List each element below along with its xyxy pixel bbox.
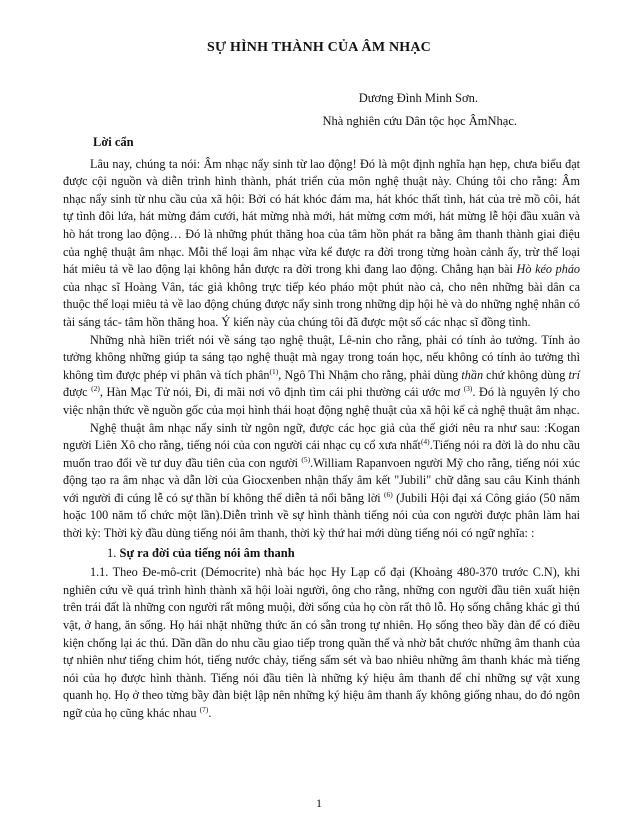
author-role: Nhà nghiên cứu Dân tộc học ÂmNhạc. [322,114,517,128]
footnote-ref-7: (7) [199,705,209,714]
p3-text-d: (Jubili Hội đại xá Công giáo (50 năm hoặc 100 năm tổ chức một lần).Diễn trình về sự hình thành tiếng nói của con người được phân làm hai thời kỳ: Thời kỳ đầu dùng tiếng nói âm thanh, thời kỳ thứ hai mới dùng tiếng nói có ngữ nghĩa: : [63,490,580,541]
paragraph-3 [63,420,580,543]
p3-text-a: Nghệ thuật âm nhạc nẩy sinh từ ngôn ngữ, được các học giả của thế giới nêu ra như sau: :Kogan người Liên Xô cho rằng, tiếng nói của con người cái nhạc cụ cổ xưa nhất [63,420,580,453]
p2-text-a: Những nhà hiền triết nói về sáng tạo nghệ thuật, Lê-nin cho rằng, phải có tính ảo tưởng. Tính ảo tưởng không những giúp ta sáng tạo nghệ thuật mà ngay trong toán học, nếu không có tính ảo tưởng thì không tìm được phép vi phân và tích phân [63,332,580,382]
p2-text-e: , Hàn Mạc Tử nói, Đi, đi mãi nơi vô định tìm cái phi thường cái ước mơ [99,385,464,400]
footnote-ref-6: (6) [384,489,393,499]
document-body [63,132,580,723]
p3-text-b: .Tiếng nói ra đời là do nhu cầu muốn trao đổi về tư duy đầu tiên của con người [63,438,580,470]
footnote-ref-4: (4) [420,437,430,447]
p2-text-d: được [63,385,92,400]
section-1-heading [107,545,580,563]
footnote-ref-2: (2) [91,384,100,394]
paragraph-1 [63,156,580,332]
word-tri: trí [568,367,580,382]
p1-text-end: của nhạc sĩ Hoàng Vân, tác giả không trực tiếp kéo pháo một phút nào cả, cho nên những bài dân ca thuộc thể loại miêu tả về lao động chúng được nẩy sinh trong những dịp hội hè và do những nghệ nhân có tài sáng tác- tâm hồn thăng hoa. Ý kiến này của chúng tôi đã được một số các nhạc sĩ đồng tình. [63,279,580,329]
p4-text: Theo Đe-mô-crit (Démocrite) nhà bác học Hy Lạp cổ đại (Khoảng 480-370 trước C.N), khi nghiên cứu về quá trình hình thành xã hội loài người, ông cho rằng, những con người đầu tiên xuất hiện trên trái đất là những con người rất mông muội, đời sống của họ còn rất thô lỗ. Họ sống chẳng khác gì thú vật, ở hang, ăn sống. Họ hái nhặt những thức ăn có sẵn trong tự nhiên. Họ sống theo bầy đàn để có điều kiện chống lại ác thú. Dần dần do nhu cầu giao tiếp trong quần thể và nhờ bắt chước những âm thanh của tự nhiên như tiếng chim hót, tiếng nước chảy, tiếng sấm sét và bao nhiêu những âm thanh khác mà tiếng nói của họ được hình thành. Tiếng nói đầu tiên là những ký hiệu âm thanh để chỉ những sự vật xung quanh họ. Họ ở theo từng bầy đàn biệt lập nên những ký hiệu âm thanh ấy không giống nhau, do đó ngôn ngữ của họ cũng khác nhau [63,565,581,720]
p2-text-b: , Ngô Thì Nhậm cho rằng, phải dùng [278,367,462,382]
p3-text-c: .William Rapanvoen người Mỹ cho rằng, tiếng nói xúc động tạo ra âm nhạc và dẫn lời của Giocxenben nhận thấy âm kết "Jubili" chữ dằng sau câu Kinh thánh với người đi cúng lễ có sự thần bí không thể diễn tả nổi bằng lời [63,455,580,505]
footnote-ref-3: (3) [463,384,473,394]
p2-text-f: . Đó là nguyên lý cho việc nhận thức về nguồn gốc của mọi hình thái hoạt động nghệ thuật của xã hội kể cả nghệ thuật âm nhạc. [63,385,580,417]
page-number: 1 [316,796,322,810]
section-1-label: Sự ra đời của tiếng nói âm thanh [119,545,295,560]
song-title: Hò kéo pháo [516,262,581,277]
word-than: thần [461,367,484,382]
p2-text-c: chứ không dùng [483,367,569,382]
intro-heading: Lời cẩn [93,135,134,149]
paragraph-2 [63,332,580,420]
paragraph-4 [63,564,580,722]
p1-text: Lâu nay, chúng ta nói: Âm nhạc nẩy sinh từ lao động! Đó là một định nghĩa hạn hẹp, chưa biểu đạt được cội nguồn và diễn trình hình thành, phát triển của môn nghệ thuật này. Chúng tôi cho rằng: Âm nhạc nẩy sinh từ nhu cầu của xã hội: Bởi có hát khóc đám ma, hát khóc thất tình, hát của trẻ mồ côi, hát tự tình đôi lứa, hát mừng đám cưới, hát mừng nhà mới, hát mừng cơm mới, hát mừng lễ hội đầu xuân và hò hát trong lao động… Đó là những phút thăng hoa của tâm hồn phát ra bằng âm thanh thành giai điệu của nghệ thuật âm nhạc. Mỗi thể loại âm nhạc vừa kể được ra đời trong từng hoàn cảnh ấy, trừ thể loại hát miêu tả về lao động lại không hẳn được ra đời trong khi đang lao động. Chẳng hạn bài [63,156,580,277]
page-title: SỰ HÌNH THÀNH CỦA ÂM NHẠC [207,40,431,55]
p4-text-end: . [208,706,212,720]
sub-1-1-number: 1.1. [90,565,109,580]
footnote-ref-1: (1) [269,366,279,376]
footnote-ref-5: (5) [301,454,311,464]
section-1-number: 1. [107,545,117,560]
author-name: Dương Đình Minh Sơn. [358,91,478,105]
